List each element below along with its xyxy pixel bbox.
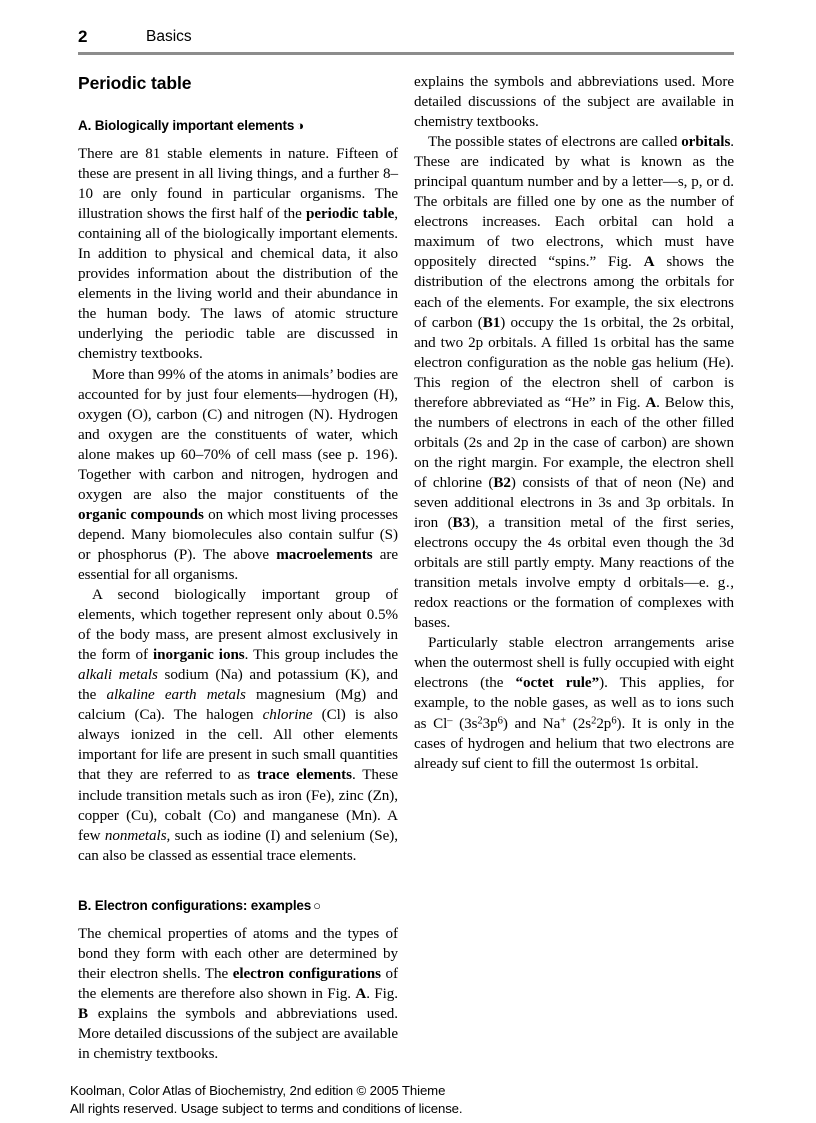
orbital-exponent: 2 bbox=[477, 714, 483, 726]
running-head-title: Basics bbox=[146, 28, 192, 45]
section-a-paragraph-3 bbox=[78, 585, 398, 866]
text-run: ) occupy the 1s orbital, the 2s orbital, and two 2p orbitals. A filled 1s orbital has the same electron configuration as the noble gas helium (He). This region of the electron shell of carbon is therefore abbreviated as “He” in Fig. bbox=[414, 314, 734, 411]
term-periodic-table: periodic table bbox=[306, 206, 395, 223]
footer-rights-line: All rights reserved. Usage subject to terms and conditions of license. bbox=[70, 1100, 463, 1116]
term-electron-configurations: electron configurations bbox=[232, 965, 381, 982]
text-run: . Below this, the numbers of electrons in each of the other filled orbitals (2s and 2p in the case of carbon) are shown on the right margin. For example, the electron shell of chlorine ( bbox=[414, 394, 734, 491]
term-octet-rule: “octet rule” bbox=[515, 675, 600, 692]
figure-ref-b: B bbox=[78, 1005, 89, 1022]
text-run: There are 81 stable elements in nature. Fifteen of these are present in all living things, and a further 8–10 are only found in particular organisms. The illustration shows the first half of the bbox=[78, 146, 398, 223]
figure-ref-b2: B2 bbox=[493, 474, 511, 491]
half-filled-circle-icon: ◑ bbox=[296, 118, 304, 133]
text-run: More than 99% of the atoms in animals’ bodies are accounted for by just four elements—hydrogen (H), oxygen (O), carbon (C) and nitrogen (N). Hydrogen and oxygen are the constituents of water, which alone makes up 60–70% of cell mass (see p. bbox=[78, 366, 398, 463]
term-organic-compounds: organic compounds bbox=[78, 506, 204, 523]
text-run: magnesium (Mg) and calcium (Ca). The halogen bbox=[78, 687, 398, 724]
term-trace-elements: trace elements bbox=[256, 767, 352, 784]
text-run: on which most living processes depend. Many biomolecules also contain sulfur (S) or phosphorus (P). The above bbox=[78, 506, 398, 563]
page-footer bbox=[70, 1082, 770, 1117]
term-nonmetals: nonmetals, bbox=[104, 827, 171, 844]
section-a-heading bbox=[78, 116, 398, 135]
term-orbitals: orbitals bbox=[681, 134, 731, 151]
text-run: explains the symbols and abbreviations used. More detailed discussions of the subject are available in chemistry textbooks. bbox=[414, 74, 734, 131]
section-b-paragraph-1-continued bbox=[414, 72, 734, 132]
text-run: ) consists of that of neon (Ne) and seven additional electrons in 3s and 3p orbitals. In iron ( bbox=[414, 474, 734, 532]
right-column bbox=[414, 72, 734, 1057]
text-run: are essential for all organisms. bbox=[78, 546, 399, 583]
text-run: , redox reactions or the formation of complexes with bases. bbox=[414, 575, 734, 632]
section-b-heading bbox=[78, 896, 398, 915]
text-run: , containing all of the biologically important elements. In addition to physical and chemical data, it also provides information about the distribution of the elements in the living world and their abundance in the human body. The laws of atomic structure underlying the periodic table are discussed in chemistry textbooks. bbox=[78, 206, 398, 363]
text-run: ). This applies, for example, to the noble gases, as well as to ions such as Cl bbox=[414, 675, 734, 732]
page-number: 2 bbox=[78, 27, 88, 46]
figure-ref-a: A bbox=[355, 985, 367, 1002]
text-run: such as iodine (I) and selenium (Se), can also be classed as essential trace elements. bbox=[78, 827, 398, 864]
text-run: explains the symbols and abbreviations used. More detailed discussions of the subject are available in chemistry textbooks. bbox=[78, 1005, 398, 1062]
section-a-paragraph-2 bbox=[78, 365, 398, 586]
running-head bbox=[78, 26, 734, 50]
text-run: 3p bbox=[482, 715, 498, 732]
text-run: 2p bbox=[596, 715, 612, 732]
text-run: . These include transition metals such as iron (Fe), zinc (Zn), copper (Cu), cobalt (Co) and manganese (Mn). A few bbox=[78, 767, 399, 844]
section-a-paragraph-1 bbox=[78, 144, 398, 365]
orbital-exponent: 2 bbox=[591, 714, 597, 726]
page-reference: 196 bbox=[358, 446, 390, 463]
text-run: of the elements are therefore also shown in Fig. bbox=[78, 965, 398, 1002]
term-macroelements: macroelements bbox=[276, 546, 373, 563]
text-run: . This group includes the bbox=[244, 647, 398, 664]
page-title: Periodic table bbox=[78, 73, 192, 93]
term-alkaline-earth-metals: alkaline earth metals bbox=[106, 687, 246, 704]
abbreviation-eg: g. bbox=[709, 575, 731, 592]
text-run: . Fig. bbox=[366, 985, 398, 1002]
section-b-heading-text: B. Electron configurations: examples bbox=[78, 897, 312, 913]
text-run: ). Together with carbon and nitrogen, hydrogen and oxygen are also the major constituents of the bbox=[78, 446, 398, 503]
text-run: (Cl) is also always ionized in the cell. All other elements important for life are present in such small quantities that they are referred to as bbox=[78, 707, 398, 784]
left-column bbox=[78, 72, 399, 1062]
text-run: (2s bbox=[566, 715, 592, 732]
text-run: sodium (Na) and potassium (K), and the bbox=[78, 667, 398, 704]
section-b-paragraph-2 bbox=[414, 132, 734, 633]
text-run: A second biologically important group of elements, which together represent only about 0.5% of the body mass, are present almost exclusively in the form of bbox=[78, 587, 398, 664]
figure-ref-b1: B1 bbox=[482, 314, 501, 331]
figure-ref-a: A bbox=[643, 254, 655, 271]
two-column-body bbox=[78, 72, 734, 1062]
orbital-exponent: 6 bbox=[611, 714, 617, 726]
text-run: shows the distribution of the electrons among the orbitals for each of the elements. For example, the six electrons of carbon ( bbox=[414, 254, 734, 331]
text-run: ). It is only in the cases of hydrogen and helium that two electrons are already suf cient to fill the outermost 1s orbital. bbox=[414, 715, 734, 772]
orbital-exponent: 6 bbox=[497, 714, 503, 726]
text-run: ), a transition metal of the first series, electrons occupy the 4s orbital even though the 3d orbitals are still partly empty. Many reactions of the transition metals involve empty d orbitals—e. bbox=[414, 515, 734, 592]
text-run: Particularly stable electron arrangements arise when the outermost shell is fully occupied with eight electrons (the bbox=[414, 635, 734, 692]
figure-ref-a: A bbox=[645, 394, 657, 411]
charge-sodium: + bbox=[560, 714, 567, 726]
text-run: ) and Na bbox=[502, 715, 561, 732]
charge-chloride: – bbox=[447, 714, 453, 726]
open-circle-icon: ○ bbox=[313, 897, 321, 913]
term-alkali-metals: alkali metals bbox=[78, 667, 158, 684]
text-run: . These are indicated by what is known as the principal quantum number and by a letter—s, p, or d. The orbitals are filled one by one as the number of electrons increases. Each orbital can hold a maximum of two electrons, which must have oppositely directed “spins.” Fig. bbox=[414, 134, 734, 271]
section-b-paragraph-1 bbox=[78, 924, 398, 1064]
header-rule bbox=[78, 52, 734, 55]
text-run: The possible states of electrons are called bbox=[428, 134, 682, 151]
text-run: The chemical properties of atoms and the types of bond they form with each other are determined by their electron shells. The bbox=[78, 925, 398, 982]
section-b-paragraph-3 bbox=[414, 633, 734, 773]
footer-copyright-line: Koolman, Color Atlas of Biochemistry, 2nd edition © 2005 Thieme bbox=[70, 1083, 446, 1098]
text-run: (3s bbox=[452, 715, 478, 732]
term-inorganic-ions: inorganic ions bbox=[153, 647, 245, 664]
term-chlorine: chlorine bbox=[262, 707, 313, 724]
section-a-heading-text: A. Biologically important elements bbox=[78, 118, 295, 133]
figure-ref-b3: B3 bbox=[452, 515, 471, 532]
